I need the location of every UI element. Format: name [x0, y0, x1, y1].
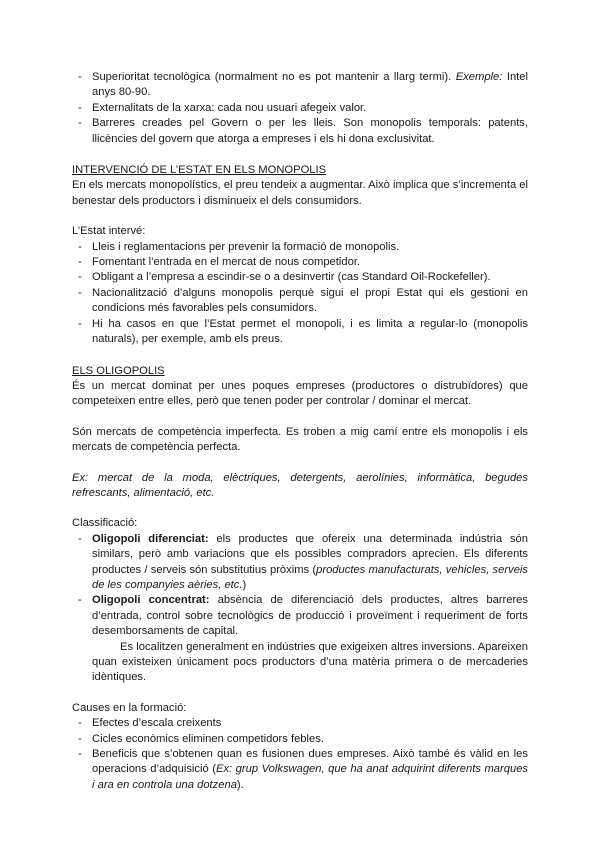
oligopoly-example: Ex: mercat de la moda, elèctriques, detergents, aerolínies, informàtica, begudes refrescants, alimentació, etc. — [72, 471, 528, 499]
list-item: - Fomentant l’entrada en el mercat de nous competidor. — [72, 255, 528, 270]
list-item: - Hi ha casos en que l’Estat permet el monopoli, i es limita a regular-lo (monopolis naturals), per exemple, amb els preus. — [72, 317, 528, 348]
state-paragraph: En els mercats monopolístics, el preu tendeix a augmentar. Això implica que s’incrementa el benestar dels productors i disminueix el dels consumidors. — [72, 179, 528, 207]
list-item: - Externalitats de la xarxa: cada nou usuari afegeix valor. — [72, 101, 528, 116]
list-item: - Superioritat tecnològica (normalment no es pot mantenir a llarg termi). Exemple: Intel anys 80-90. — [72, 70, 528, 101]
causes-label: Causes en la formació: — [72, 701, 187, 714]
list-item: - Lleis i reglamentacions per prevenir la formació de monopolis. — [72, 240, 528, 255]
location-note: Es localitzen generalment en indústries que exigeixen altres inversions. Apareixen quan existeixen únicament pocs productors d’una matèria primera o de mercaderies idèntiques. — [92, 640, 528, 684]
state-intervenes-label: L’Estat intervé: — [72, 225, 146, 238]
section-heading-oligopolis: ELS OLIGOPOLIS — [72, 364, 165, 377]
state-list — [72, 240, 528, 348]
list-item: - Beneficis que s’obtenen quan es fusionen dues empreses. Això també és vàlid en les operacions d’adquisició (Ex: grup Volkswagen, que ha anat adquirint diferents marques i ara en controla una dotzena). — [72, 747, 528, 793]
list-item: - Barreres creades pel Govern o per les lleis. Son monopolis temporals: patents, llicències del govern que atorga a empreses i els hi dona exclusivitat. — [72, 116, 528, 147]
section-heading-state: INTERVENCIÓ DE L’ESTAT EN ELS MONOPOLIS — [72, 164, 327, 177]
classification-list — [72, 532, 528, 640]
classification-label: Classificació: — [72, 517, 138, 530]
list-item: - Obligant a l’empresa a escindir-se o a desinvertir (cas Standard Oil-Rockefeller). — [72, 270, 528, 285]
document-content — [72, 70, 528, 793]
intro-list — [72, 70, 528, 147]
causes-list — [72, 716, 528, 793]
list-item: - Oligopoli concentrat: absència de diferenciació dels productes, altres barreres d’entrada, control sobre tecnològics de producció i proveïment i requeriment de forts desemborsaments de capital. — [72, 593, 528, 639]
list-item: - Efectes d’escala creixents — [72, 716, 528, 731]
list-item: - Oligopoli diferenciat: els productes que ofereix una determinada indústria són similars, però amb variacions que els possibles compradors aprecien. Els diferents productes / serveis són substitutius pròxims (productes manufacturats, vehicles, serveis de les companyies aèries, etc.) — [72, 532, 528, 594]
list-item: - Nacionalització d’alguns monopolis perquè sigui el propi Estat qui els gestioni en condicions més favorables pels consumidors. — [72, 286, 528, 317]
oligopoly-definition: És un mercat dominat per unes poques empreses (productores o distrubïdores) que competeixen entre elles, però que tenen poder per controlar / dominar el mercat. — [72, 379, 528, 408]
oligopoly-competition: Són mercats de competència imperfecta. Es troben a mig camí entre els monopolis i els mercats de competència perfecta. — [72, 425, 528, 454]
list-item: - Cicles econòmics eliminen competidors febles. — [72, 732, 528, 747]
